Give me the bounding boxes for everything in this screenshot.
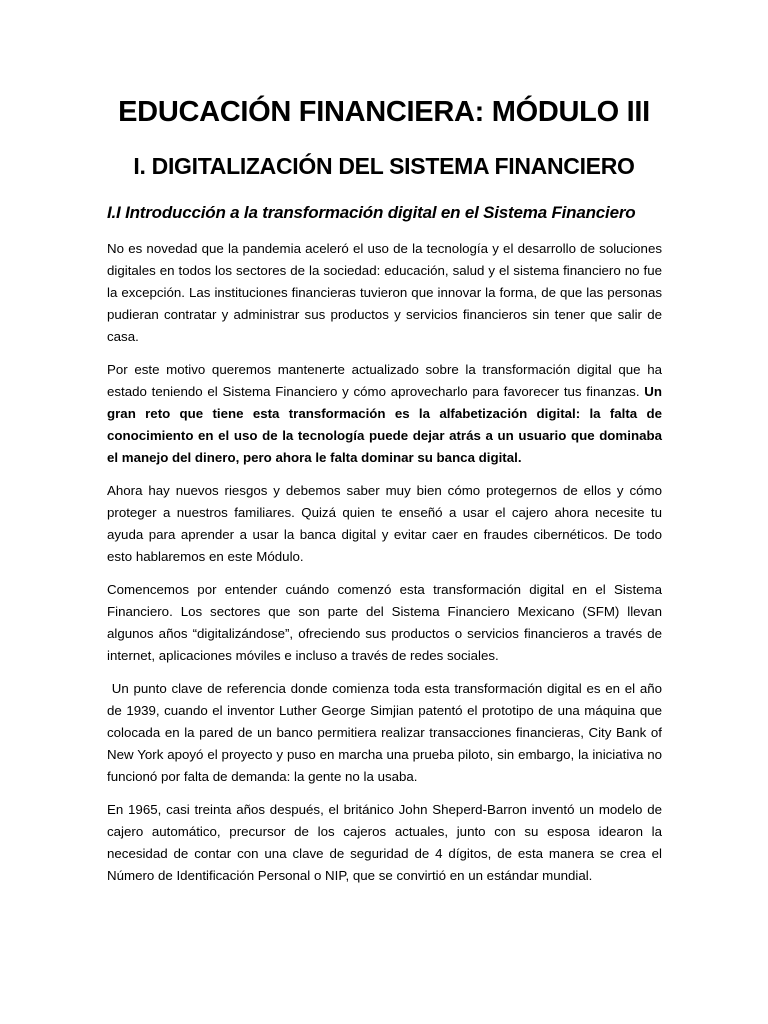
paragraph-2-bold-text: Un gran reto que tiene esta transformación es la alfabetización digital: la falta de conocimiento en el uso de la tecnología puede dejar atrás a un usuario que dominaba el manejo del dinero, pero ahora le falta dominar su banca digital. [107, 384, 662, 465]
paragraph-6-text: En 1965, casi treinta años después, el británico John Sheperd-Barron inventó un modelo de cajero automático, precursor de los cajeros actuales, junto con su esposa idearon la necesidad de contar con una clave de seguridad de 4 dígitos, de esta manera se crea el Número de Identificación Personal o NIP, que se convirtió en un estándar mundial. [107, 802, 662, 883]
paragraph-5 [107, 678, 666, 788]
paragraph-2-text: Por este motivo queremos mantenerte actualizado sobre la transformación digital que ha estado teniendo el Sistema Financiero y cómo aprovecharlo para favorecer tus finanzas. [107, 362, 662, 399]
paragraph-6 [107, 799, 662, 887]
paragraph-2 [107, 359, 662, 469]
subsection-title: I.I Introducción a la transformación digital en el Sistema Financiero [107, 203, 636, 222]
section-title: I. DIGITALIZACIÓN DEL SISTEMA FINANCIERO [133, 153, 635, 179]
paragraph-1 [107, 238, 662, 348]
document-body [107, 238, 666, 898]
paragraph-4-text: Comencemos por entender cuándo comenzó esta transformación digital en el Sistema Financiero. Los sectores que son parte del Sistema Financiero Mexicano (SFM) llevan algunos años “digitalizándose”, ofreciendo sus productos o servicios financieros a través de internet, aplicaciones móviles e incluso a través de redes sociales. [107, 582, 662, 663]
paragraph-1-text: No es novedad que la pandemia aceleró el uso de la tecnología y el desarrollo de soluciones digitales en todos los sectores de la sociedad: educación, salud y el sistema financiero no fue la excepción. Las instituciones financieras tuvieron que innovar la forma, de que las personas pudieran contratar y administrar sus productos y servicios financieros sin tener que salir de casa. [107, 241, 662, 344]
paragraph-4 [107, 579, 662, 667]
paragraph-3-text: Ahora hay nuevos riesgos y debemos saber muy bien cómo protegernos de ellos y cómo proteger a nuestros familiares. Quizá quien te enseñó a usar el cajero ahora necesite tu ayuda para aprender a usar la banca digital y evitar caer en fraudes cibernéticos. De todo esto hablaremos en este Módulo. [107, 483, 662, 564]
document-title: EDUCACIÓN FINANCIERA: MÓDULO III [118, 96, 650, 128]
paragraph-3 [107, 480, 662, 568]
paragraph-5-text: Un punto clave de referencia donde comienza toda esta transformación digital es en el año de 1939, cuando el inventor Luther George Simjian patentó el prototipo de una máquina que colocada en la pared de un banco permitiera realizar transacciones financieras, City Bank of New York apoyó el proyecto y puso en marcha una prueba piloto, sin embargo, la iniciativa no funcionó por falta de demanda: la gente no la usaba. [107, 681, 666, 784]
